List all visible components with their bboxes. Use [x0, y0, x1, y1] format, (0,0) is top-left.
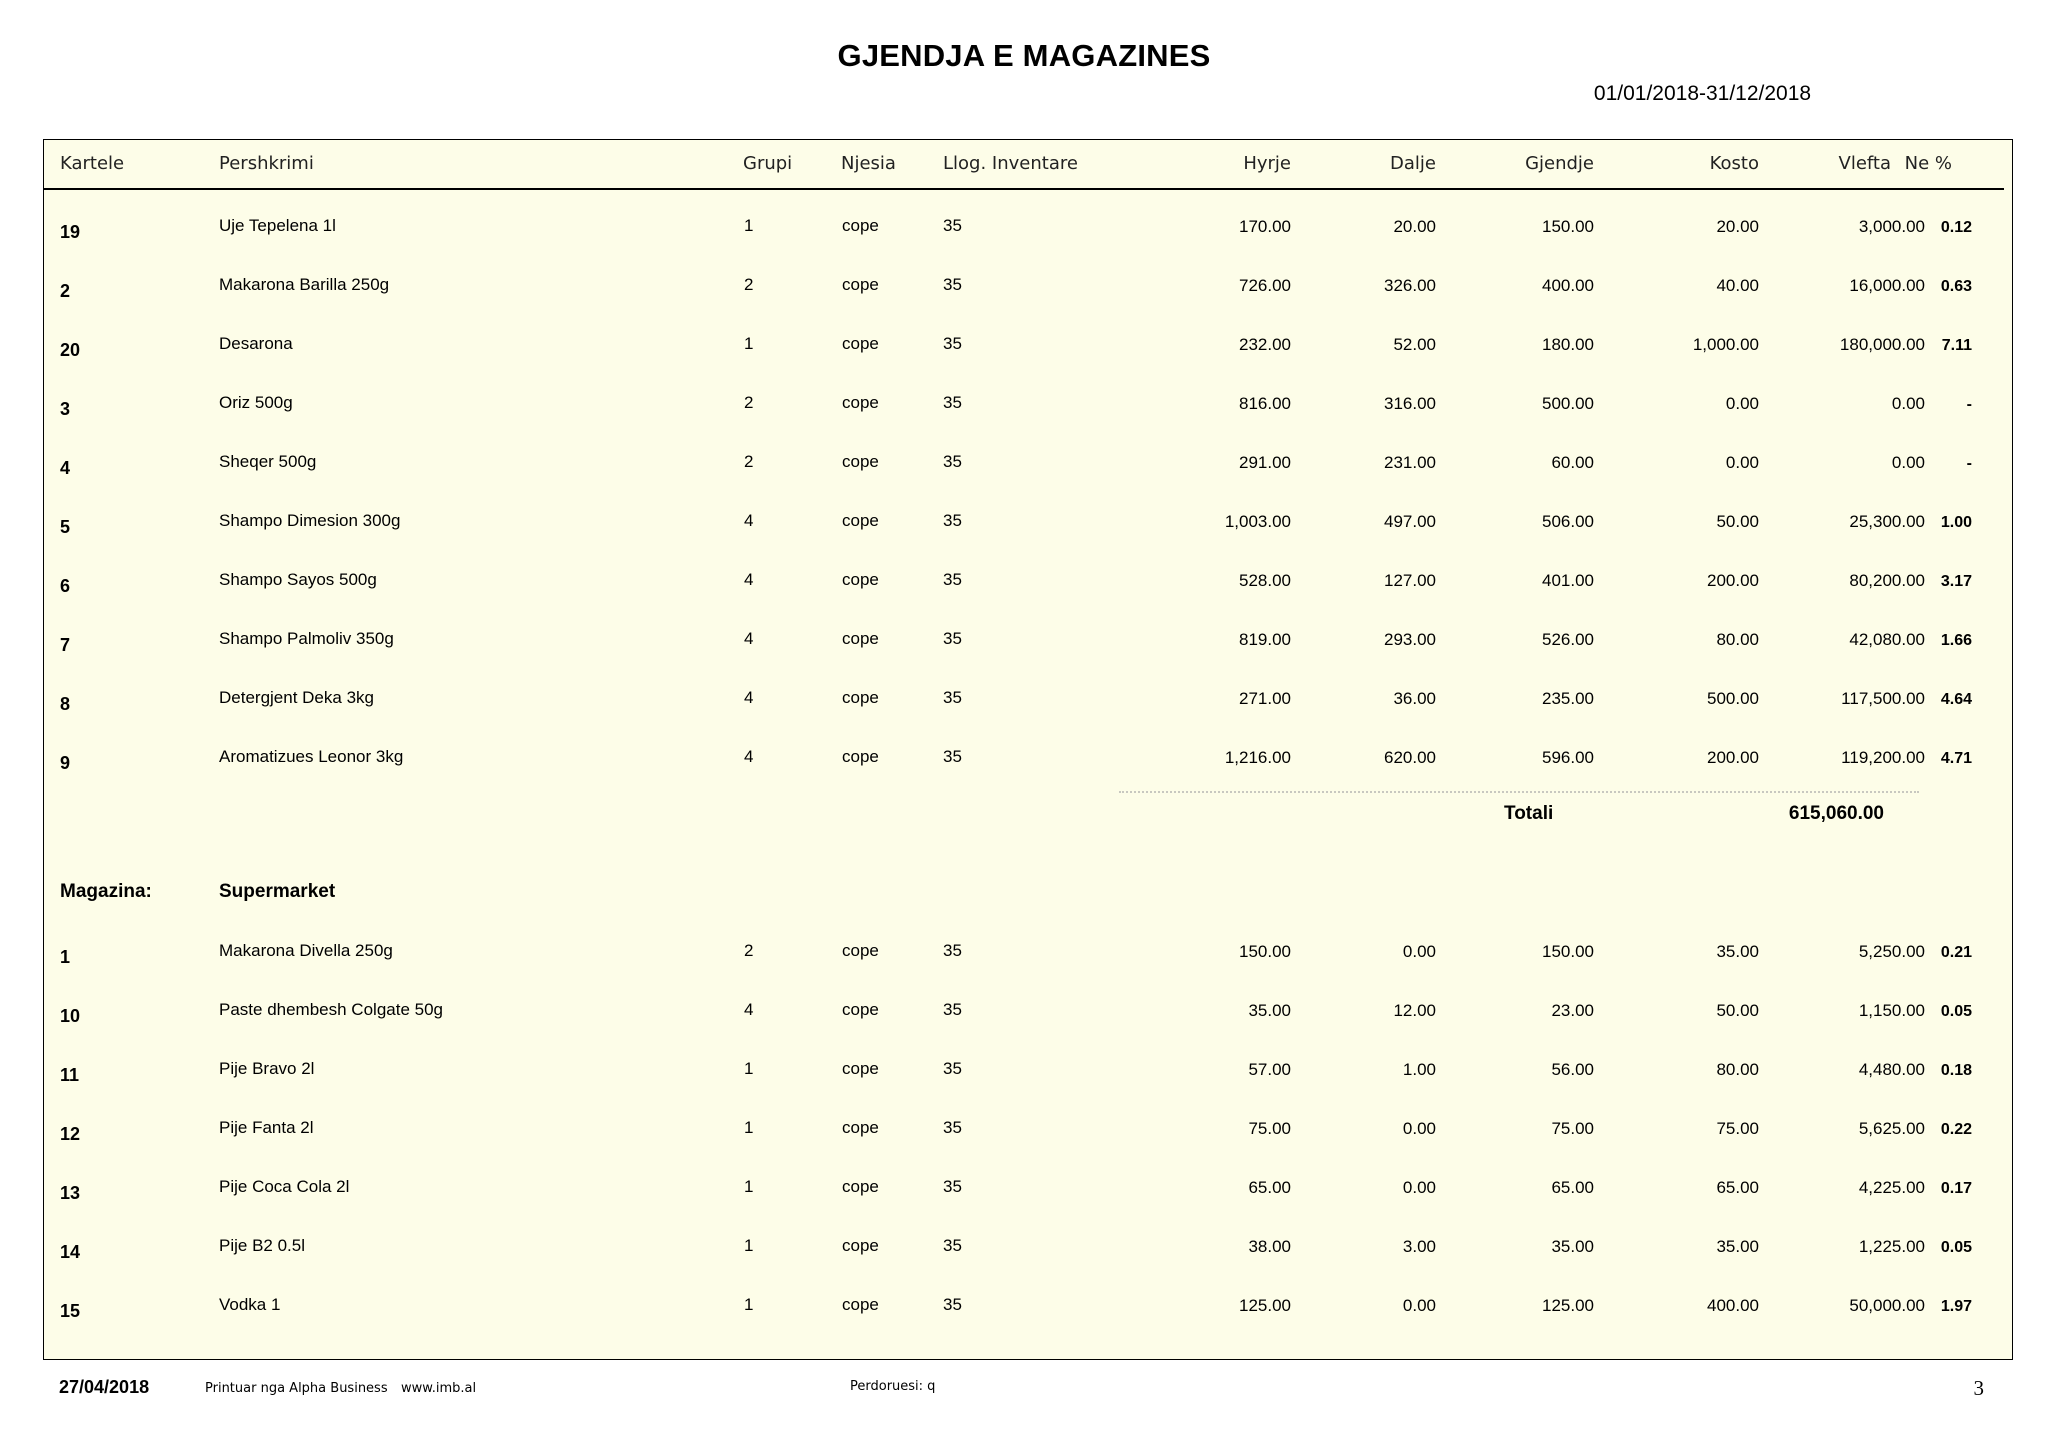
- cell-vlefta: 5,625.00: [1858, 1119, 1925, 1138]
- cell-kartele: 19: [60, 222, 81, 242]
- cell-kosto: 50.00: [1716, 1001, 1759, 1020]
- cell-pershkrimi: Uje Tepelena 1l: [219, 216, 336, 235]
- cell-njesia: cope: [842, 688, 879, 707]
- table-header: [44, 140, 2004, 190]
- cell-ne-pct: 0.05: [1940, 1239, 1972, 1256]
- cell-njesia: cope: [842, 1118, 879, 1137]
- cell-kosto: 35.00: [1716, 942, 1759, 961]
- cell-hyrje: 726.00: [1239, 276, 1291, 295]
- cell-gjendje: 56.00: [1551, 1060, 1594, 1079]
- footer-website: www.imb.al: [401, 1381, 477, 1396]
- cell-llog-inventare: 35: [943, 1177, 962, 1196]
- col-dalje: Dalje: [1390, 153, 1436, 174]
- cell-ne-pct: 0.21: [1940, 944, 1972, 961]
- cell-pershkrimi: Vodka 1: [219, 1295, 281, 1314]
- cell-llog-inventare: 35: [943, 216, 962, 235]
- col-ne-pct: Ne %: [1904, 153, 1952, 174]
- cell-hyrje: 819.00: [1239, 630, 1291, 649]
- table-row: [44, 747, 2004, 783]
- cell-njesia: cope: [842, 452, 879, 471]
- total-separator: [1119, 791, 1919, 793]
- cell-vlefta: 80,200.00: [1849, 571, 1925, 590]
- cell-grupi: 2: [744, 275, 754, 294]
- cell-kosto: 0.00: [1725, 453, 1759, 472]
- cell-grupi: 2: [744, 393, 754, 412]
- cell-njesia: cope: [842, 511, 879, 530]
- table-row: [44, 1059, 2004, 1095]
- cell-hyrje: 528.00: [1239, 571, 1291, 590]
- cell-pershkrimi: Shampo Palmoliv 350g: [219, 629, 394, 648]
- cell-kartele: 8: [60, 694, 71, 714]
- cell-vlefta: 117,500.00: [1841, 689, 1925, 708]
- cell-dalje: 36.00: [1393, 689, 1436, 708]
- cell-kartele: 7: [60, 635, 71, 655]
- cell-hyrje: 125.00: [1239, 1296, 1291, 1315]
- cell-pershkrimi: Pije Coca Cola 2l: [219, 1177, 350, 1196]
- cell-grupi: 1: [744, 1177, 754, 1196]
- cell-grupi: 1: [744, 1295, 754, 1314]
- cell-kartele: 2: [60, 281, 71, 301]
- cell-vlefta: 16,000.00: [1849, 276, 1925, 295]
- cell-hyrje: 271.00: [1239, 689, 1291, 708]
- cell-dalje: 293.00: [1384, 630, 1436, 649]
- cell-ne-pct: 1.00: [1940, 514, 1972, 531]
- cell-vlefta: 5,250.00: [1858, 942, 1925, 961]
- table-row: [44, 570, 2004, 606]
- cell-njesia: cope: [842, 393, 879, 412]
- cell-vlefta: 25,300.00: [1849, 512, 1925, 531]
- cell-ne-pct: 0.22: [1940, 1121, 1972, 1138]
- table-row: [44, 511, 2004, 547]
- cell-hyrje: 816.00: [1239, 394, 1291, 413]
- table-row: [44, 688, 2004, 724]
- cell-hyrje: 1,003.00: [1224, 512, 1291, 531]
- cell-pershkrimi: Shampo Sayos 500g: [219, 570, 377, 589]
- cell-kosto: 500.00: [1707, 689, 1759, 708]
- cell-njesia: cope: [842, 570, 879, 589]
- cell-llog-inventare: 35: [943, 1000, 962, 1019]
- cell-pershkrimi: Paste dhembesh Colgate 50g: [219, 1000, 443, 1019]
- cell-gjendje: 401.00: [1542, 571, 1594, 590]
- cell-llog-inventare: 35: [943, 393, 962, 412]
- cell-njesia: cope: [842, 275, 879, 294]
- cell-vlefta: 180,000.00: [1839, 335, 1925, 354]
- cell-vlefta: 119,200.00: [1841, 748, 1925, 767]
- footer-printed-by: Printuar nga Alpha Business: [205, 1381, 388, 1396]
- cell-vlefta: 4,480.00: [1858, 1060, 1925, 1079]
- cell-kosto: 0.00: [1725, 394, 1759, 413]
- cell-kartele: 3: [60, 399, 71, 419]
- cell-llog-inventare: 35: [943, 1236, 962, 1255]
- cell-kartele: 20: [60, 340, 81, 360]
- cell-gjendje: 180.00: [1542, 335, 1594, 354]
- cell-hyrje: 170.00: [1239, 217, 1291, 236]
- cell-grupi: 2: [744, 941, 754, 960]
- cell-gjendje: 500.00: [1542, 394, 1594, 413]
- cell-grupi: 1: [744, 1236, 754, 1255]
- cell-pershkrimi: Pije B2 0.5l: [219, 1236, 305, 1255]
- cell-llog-inventare: 35: [943, 334, 962, 353]
- footer-user: Perdoruesi: q: [850, 1379, 936, 1394]
- cell-gjendje: 75.00: [1551, 1119, 1594, 1138]
- cell-hyrje: 291.00: [1239, 453, 1291, 472]
- cell-pershkrimi: Makarona Barilla 250g: [219, 275, 390, 294]
- cell-vlefta: 50,000.00: [1849, 1296, 1925, 1315]
- cell-grupi: 4: [744, 629, 754, 648]
- cell-gjendje: 150.00: [1542, 217, 1594, 236]
- cell-llog-inventare: 35: [943, 1118, 962, 1137]
- cell-njesia: cope: [842, 1177, 879, 1196]
- cell-hyrje: 1,216.00: [1224, 748, 1291, 767]
- date-range: 01/01/2018-31/12/2018: [1593, 82, 1812, 105]
- cell-kosto: 65.00: [1716, 1178, 1759, 1197]
- cell-gjendje: 23.00: [1551, 1001, 1594, 1020]
- total-value: 615,060.00: [1788, 803, 1884, 824]
- cell-njesia: cope: [842, 747, 879, 766]
- cell-grupi: 2: [744, 452, 754, 471]
- cell-dalje: 0.00: [1402, 1296, 1436, 1315]
- cell-gjendje: 526.00: [1542, 630, 1594, 649]
- table-row: [44, 629, 2004, 665]
- col-njesia: Njesia: [841, 153, 896, 174]
- cell-dalje: 497.00: [1384, 512, 1436, 531]
- cell-dalje: 1.00: [1402, 1060, 1436, 1079]
- cell-kartele: 4: [60, 458, 71, 478]
- cell-kosto: 200.00: [1707, 571, 1759, 590]
- col-vlefta: Vlefta: [1838, 153, 1891, 174]
- cell-vlefta: 1,225.00: [1858, 1237, 1925, 1256]
- page-number: 3: [1973, 1376, 1984, 1400]
- cell-gjendje: 150.00: [1542, 942, 1594, 961]
- cell-grupi: 4: [744, 511, 754, 530]
- cell-llog-inventare: 35: [943, 629, 962, 648]
- cell-llog-inventare: 35: [943, 275, 962, 294]
- cell-dalje: 231.00: [1384, 453, 1436, 472]
- cell-pershkrimi: Pije Bravo 2l: [219, 1059, 315, 1078]
- cell-grupi: 4: [744, 747, 754, 766]
- cell-gjendje: 60.00: [1551, 453, 1594, 472]
- cell-kosto: 400.00: [1707, 1296, 1759, 1315]
- cell-llog-inventare: 35: [943, 1295, 962, 1314]
- cell-vlefta: 0.00: [1891, 394, 1925, 413]
- magazine-label: Magazina:: [60, 881, 152, 902]
- cell-dalje: 3.00: [1402, 1237, 1436, 1256]
- cell-ne-pct: 0.18: [1940, 1062, 1972, 1079]
- cell-ne-pct: -: [1966, 455, 1972, 472]
- report-table: [43, 139, 2013, 1360]
- cell-grupi: 4: [744, 688, 754, 707]
- cell-hyrje: 38.00: [1248, 1237, 1291, 1256]
- cell-njesia: cope: [842, 1236, 879, 1255]
- cell-kosto: 80.00: [1716, 1060, 1759, 1079]
- report-title: GJENDJA E MAGAZINES: [837, 38, 1211, 73]
- cell-hyrje: 57.00: [1248, 1060, 1291, 1079]
- cell-dalje: 0.00: [1402, 942, 1436, 961]
- cell-pershkrimi: Desarona: [219, 334, 293, 353]
- cell-ne-pct: 3.17: [1940, 573, 1972, 590]
- col-gjendje: Gjendje: [1525, 153, 1594, 174]
- cell-vlefta: 1,150.00: [1858, 1001, 1925, 1020]
- cell-gjendje: 35.00: [1551, 1237, 1594, 1256]
- total-label: Totali: [1504, 803, 1554, 824]
- table-row: [44, 334, 2004, 370]
- cell-vlefta: 42,080.00: [1849, 630, 1925, 649]
- cell-ne-pct: 1.97: [1940, 1298, 1972, 1315]
- cell-njesia: cope: [842, 1000, 879, 1019]
- cell-gjendje: 65.00: [1551, 1178, 1594, 1197]
- table-row: [44, 1177, 2004, 1213]
- table-row: [44, 1000, 2004, 1036]
- col-kosto: Kosto: [1709, 153, 1759, 174]
- cell-gjendje: 596.00: [1542, 748, 1594, 767]
- cell-grupi: 1: [744, 216, 754, 235]
- table-row: [44, 275, 2004, 311]
- cell-kartele: 1: [60, 947, 71, 967]
- cell-pershkrimi: Pije Fanta 2l: [219, 1118, 314, 1137]
- cell-grupi: 1: [744, 1118, 754, 1137]
- cell-kosto: 200.00: [1707, 748, 1759, 767]
- cell-kosto: 75.00: [1716, 1119, 1759, 1138]
- cell-llog-inventare: 35: [943, 747, 962, 766]
- cell-kartele: 6: [60, 576, 71, 596]
- cell-hyrje: 150.00: [1239, 942, 1291, 961]
- cell-ne-pct: 0.63: [1940, 278, 1972, 295]
- cell-llog-inventare: 35: [943, 941, 962, 960]
- cell-vlefta: 4,225.00: [1858, 1178, 1925, 1197]
- cell-dalje: 20.00: [1393, 217, 1436, 236]
- cell-kosto: 50.00: [1716, 512, 1759, 531]
- cell-vlefta: 0.00: [1891, 453, 1925, 472]
- cell-llog-inventare: 35: [943, 688, 962, 707]
- cell-njesia: cope: [842, 216, 879, 235]
- table-row: [44, 941, 2004, 977]
- col-grupi: Grupi: [743, 153, 793, 174]
- cell-grupi: 1: [744, 1059, 754, 1078]
- cell-llog-inventare: 35: [943, 452, 962, 471]
- cell-pershkrimi: Detergjent Deka 3kg: [219, 688, 374, 707]
- cell-kartele: 15: [60, 1301, 81, 1321]
- cell-dalje: 12.00: [1393, 1001, 1436, 1020]
- cell-grupi: 4: [744, 1000, 754, 1019]
- cell-gjendje: 235.00: [1542, 689, 1594, 708]
- cell-hyrje: 65.00: [1248, 1178, 1291, 1197]
- cell-dalje: 52.00: [1393, 335, 1436, 354]
- cell-ne-pct: 0.17: [1940, 1180, 1972, 1197]
- cell-gjendje: 506.00: [1542, 512, 1594, 531]
- cell-kartele: 14: [60, 1242, 81, 1262]
- cell-ne-pct: 0.12: [1940, 219, 1972, 236]
- col-hyrje: Hyrje: [1243, 153, 1291, 174]
- cell-grupi: 1: [744, 334, 754, 353]
- cell-vlefta: 3,000.00: [1858, 217, 1925, 236]
- footer-date: 27/04/2018: [59, 1377, 150, 1397]
- cell-ne-pct: 1.66: [1940, 632, 1972, 649]
- cell-kartele: 13: [60, 1183, 81, 1203]
- cell-pershkrimi: Aromatizues Leonor 3kg: [219, 747, 404, 766]
- cell-hyrje: 35.00: [1248, 1001, 1291, 1020]
- cell-pershkrimi: Oriz 500g: [219, 393, 293, 412]
- cell-njesia: cope: [842, 1059, 879, 1078]
- cell-grupi: 4: [744, 570, 754, 589]
- cell-dalje: 0.00: [1402, 1178, 1436, 1197]
- cell-pershkrimi: Sheqer 500g: [219, 452, 317, 471]
- cell-pershkrimi: Makarona Divella 250g: [219, 941, 393, 960]
- cell-kartele: 10: [60, 1006, 81, 1026]
- table-row: [44, 1295, 2004, 1331]
- cell-dalje: 0.00: [1402, 1119, 1436, 1138]
- cell-ne-pct: 0.05: [1940, 1003, 1972, 1020]
- cell-kosto: 35.00: [1716, 1237, 1759, 1256]
- cell-njesia: cope: [842, 941, 879, 960]
- cell-dalje: 620.00: [1384, 748, 1436, 767]
- cell-kosto: 40.00: [1716, 276, 1759, 295]
- cell-njesia: cope: [842, 629, 879, 648]
- col-kartele: Kartele: [60, 153, 125, 174]
- table-row: [44, 1236, 2004, 1272]
- cell-ne-pct: 4.64: [1940, 691, 1972, 708]
- cell-gjendje: 400.00: [1542, 276, 1594, 295]
- cell-dalje: 127.00: [1384, 571, 1436, 590]
- cell-kartele: 12: [60, 1124, 81, 1144]
- cell-kartele: 11: [60, 1065, 80, 1085]
- col-llog-inventare: Llog. Inventare: [943, 153, 1078, 174]
- cell-kosto: 1,000.00: [1692, 335, 1759, 354]
- cell-njesia: cope: [842, 1295, 879, 1314]
- cell-llog-inventare: 35: [943, 511, 962, 530]
- cell-llog-inventare: 35: [943, 570, 962, 589]
- table-row: [44, 452, 2004, 488]
- cell-dalje: 326.00: [1384, 276, 1436, 295]
- col-pershkrimi: Pershkrimi: [219, 153, 314, 174]
- cell-llog-inventare: 35: [943, 1059, 962, 1078]
- table-row: [44, 393, 2004, 429]
- cell-ne-pct: 7.11: [1941, 337, 1972, 354]
- cell-kosto: 80.00: [1716, 630, 1759, 649]
- cell-ne-pct: 4.71: [1940, 750, 1972, 767]
- cell-hyrje: 232.00: [1239, 335, 1291, 354]
- cell-hyrje: 75.00: [1248, 1119, 1291, 1138]
- cell-kosto: 20.00: [1716, 217, 1759, 236]
- cell-dalje: 316.00: [1384, 394, 1436, 413]
- table-row: [44, 216, 2004, 252]
- cell-pershkrimi: Shampo Dimesion 300g: [219, 511, 401, 530]
- cell-ne-pct: -: [1966, 396, 1972, 413]
- cell-gjendje: 125.00: [1542, 1296, 1594, 1315]
- cell-kartele: 5: [60, 517, 71, 537]
- cell-kartele: 9: [60, 753, 71, 773]
- magazine-name: Supermarket: [219, 881, 336, 902]
- cell-njesia: cope: [842, 334, 879, 353]
- table-row: [44, 1118, 2004, 1154]
